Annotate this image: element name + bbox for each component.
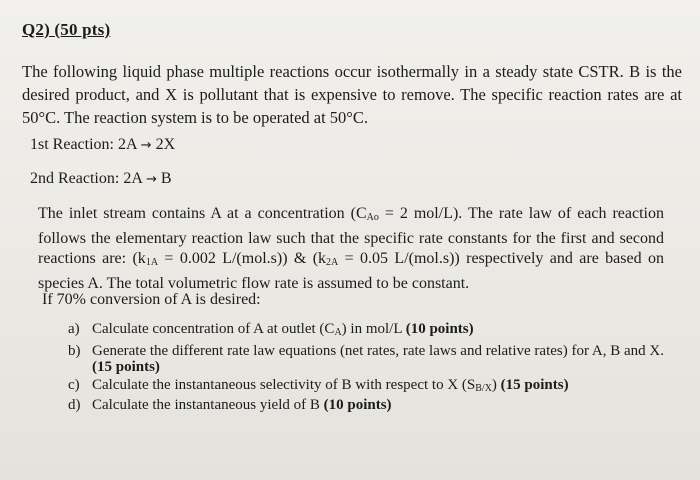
item-letter: c) — [68, 376, 80, 393]
inlet-text-1: The inlet stream contains A at a concentration (C — [38, 205, 367, 222]
item-points: (10 points) — [405, 321, 474, 337]
right-arrow-icon: → — [145, 172, 157, 187]
first-reaction-rhs: 2X — [155, 136, 176, 153]
inlet-subscript-1a: 1A — [145, 257, 159, 268]
item-text: Generate the different rate law equations (net rates, rate laws and relative rates) for A, B and X. — [92, 342, 664, 359]
item-text: Calculate the instantaneous yield of B — [92, 397, 324, 413]
inlet-paragraph — [38, 204, 664, 294]
item-text: Calculate concentration of A at outlet (C — [92, 321, 335, 337]
second-reaction-label: 2nd Reaction: — [30, 170, 120, 187]
item-letter: a) — [68, 321, 80, 337]
item-text-cont: ) — [491, 376, 501, 393]
list-item — [64, 397, 664, 414]
inlet-text-4: = 0.05 L/(mol.s)) respectively and are based on species A. The total volumetric flow rate is assumed to be constant. — [38, 250, 664, 292]
inlet-subscript-ao: Ao — [366, 212, 379, 223]
item-subscript: A — [334, 327, 342, 338]
item-text-cont: ) in mol/L — [341, 321, 406, 337]
list-item — [64, 343, 664, 376]
intro-paragraph: The following liquid phase multiple reactions occur isothermally in a steady state CSTR. B is the desired product, and X is pollutant that is expensive to remove. The specific reaction rates are at 50°C. The reaction system is to be operated at 50°C. — [22, 62, 682, 127]
item-subscript: B/X — [475, 382, 492, 394]
second-reaction-lhs: 2A — [123, 170, 142, 187]
second-reaction — [30, 170, 172, 188]
sub-question-list — [64, 321, 664, 414]
first-reaction-lhs: 2A — [117, 136, 137, 153]
item-letter: d) — [68, 397, 81, 413]
inlet-text-2: = 2 mol/L). The rate law of each reaction follows the elementary reaction law such that the specific rate constants for the first and second reactions are: (k — [38, 205, 665, 267]
item-letter: b) — [68, 342, 81, 359]
item-points: (10 points) — [323, 397, 392, 413]
item-points: (15 points) — [500, 376, 569, 393]
inlet-text-3: = 0.002 L/(mol.s)) & (k — [158, 250, 327, 267]
first-reaction-label: 1st Reaction: — [30, 136, 114, 153]
list-item — [64, 321, 664, 342]
item-points: (15 points) — [92, 359, 160, 375]
right-arrow-icon: → — [140, 138, 152, 153]
second-reaction-rhs: B — [160, 170, 172, 187]
inlet-subscript-2a: 2A — [326, 257, 339, 268]
question-title: Q2) (50 pts) — [22, 20, 111, 39]
first-reaction — [30, 136, 175, 154]
item-text: Calculate the instantaneous selectivity of B with respect to X (S — [92, 376, 476, 393]
list-item — [64, 377, 664, 398]
conversion-statement: If 70% conversion of A is desired: — [42, 291, 261, 308]
